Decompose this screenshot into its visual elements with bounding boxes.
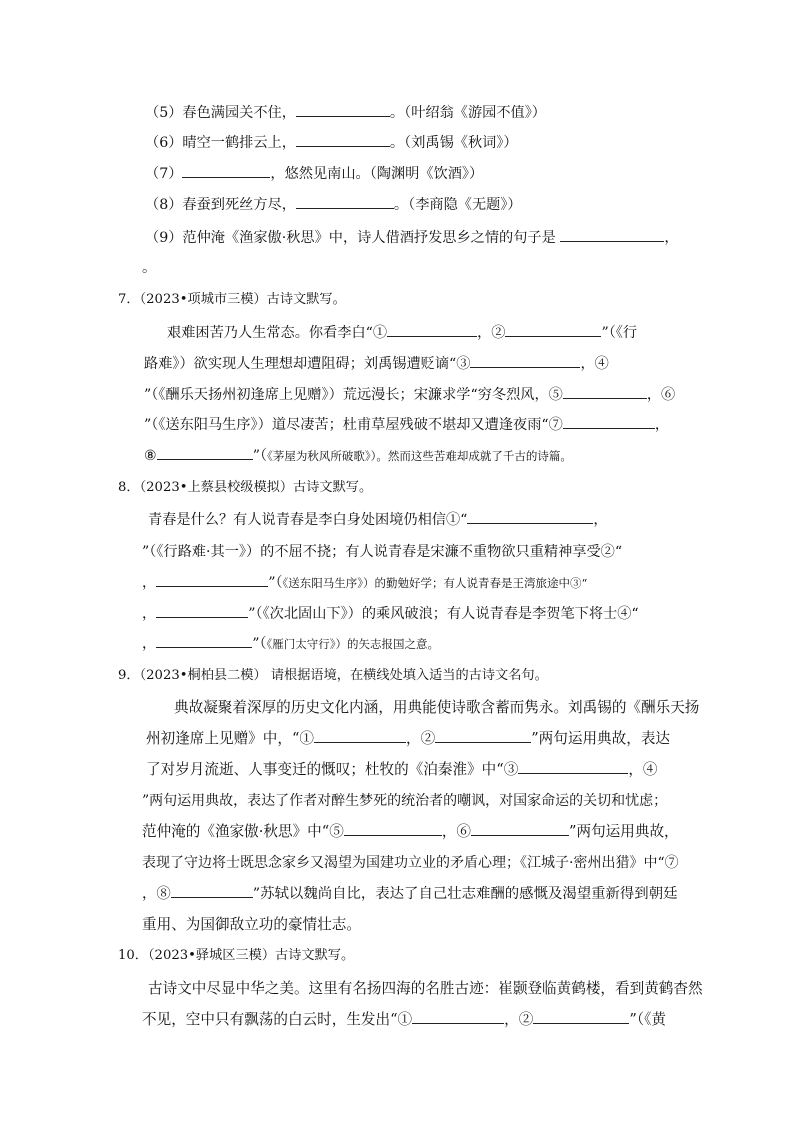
- question-8-line: ， ”（《次北固山下》）的乘风破浪；有人说青春是李贺笔下将士④“: [142, 606, 639, 622]
- question-7-line: ⑧ ”（《茅屋为秋风所破歌》）。然而这些苦难却成就了千古的诗篇。: [144, 448, 572, 464]
- answer-blank[interactable]: [156, 634, 252, 648]
- question-8-line: 青春是什么？有人说青春是李白身处困境仍相信①“ ，: [148, 512, 608, 528]
- question-9-line: ”两句运用典故，表达了作者对醉生梦死的统治者的嘲讽，对国家命运的关切和忧虑；: [142, 793, 668, 809]
- question-9-line: 表现了守边将士既思念家乡又渴望为国建功立业的矛盾心理；《江城子·密州出猎》中“⑦: [142, 855, 679, 871]
- answer-blank[interactable]: [182, 164, 270, 178]
- answer-blank[interactable]: [314, 729, 406, 743]
- question-7-heading: 7．（2023•项城市三模）古诗文默写。: [118, 292, 346, 307]
- item-9: （9）范仲淹《渔家傲·秋思》中，诗人借酒抒发思乡之情的句子是 ，: [145, 230, 679, 246]
- answer-blank[interactable]: [518, 760, 628, 774]
- question-10-line: 不见，空中只有飘荡的白云时，生发出“① ，② ”（《黄: [142, 1011, 667, 1028]
- answer-blank[interactable]: [435, 729, 531, 743]
- question-10-line: 古诗文中尽显中华之美。这里有名扬四海的名胜古迹：崔颢登临黄鹤楼，看到黄鹤杳然: [148, 980, 703, 997]
- answer-blank[interactable]: [560, 228, 664, 242]
- answer-blank[interactable]: [471, 822, 569, 836]
- answer-blank[interactable]: [533, 1010, 629, 1024]
- answer-blank[interactable]: [412, 1010, 504, 1024]
- question-7-line: ”（《酬乐天扬州初逢席上见赠》）荒远漫长；宋濂求学“穷冬烈风，⑤ ，⑥: [144, 387, 676, 403]
- question-9-line: 州初逢席上见赠》中，“① ，② ”两句运用典故，表达: [146, 730, 671, 747]
- question-7-line: ”（《送东阳马生序》）道尽凄苦；杜甫草屋残破不堪却又遭逢夜雨“⑦ ，: [144, 417, 670, 433]
- item-8: （8）春蚕到死丝方尽， 。（李商隐《无题》）: [145, 197, 522, 213]
- answer-blank[interactable]: [387, 323, 477, 337]
- question-9-line: 范仲淹的《渔家傲·秋思》中“⑤ ，⑥ ”两句运用典故，: [142, 823, 679, 840]
- answer-blank[interactable]: [296, 195, 394, 209]
- answer-blank[interactable]: [344, 822, 442, 836]
- answer-blank[interactable]: [156, 604, 248, 618]
- question-9-heading: 9．（2023•桐柏县二模） 请根据语境，在横线处填入适当的古诗文名句。: [118, 668, 548, 683]
- item-9-continuation: 。: [142, 260, 157, 276]
- question-9-line: ，⑧ ”苏轼以魏尚自比，表达了自己壮志难酬的感慨及渴望重新得到朝廷: [142, 886, 678, 902]
- question-8-line: ， ”（《雁门太守行》）的矢志报国之意。: [142, 636, 440, 652]
- question-7-line: 艰难困苦乃人生常态。你看李白“① ，② ”（《行: [167, 325, 638, 341]
- question-10-heading: 10．（2023•驿城区三模）古诗文默写。: [118, 948, 355, 963]
- item-7: （7） ，悠然见南山。（陶渊明《饮酒》）: [145, 166, 484, 182]
- answer-blank[interactable]: [563, 415, 655, 429]
- answer-blank[interactable]: [505, 323, 601, 337]
- answer-blank[interactable]: [467, 510, 593, 524]
- item-5: （5）春色满园关不住， 。（叶绍翁《游园不值》）: [145, 105, 546, 121]
- question-7-line: 路难》）欲实现人生理想却遭阻碍；刘禹锡遭贬谪“③ ，④: [144, 356, 609, 372]
- question-8-heading: 8．（2023•上蔡县校级模拟）古诗文默写。: [118, 480, 373, 495]
- question-8-line: ”（《行路难·其一》）的不屈不挠；有人说青春是宋濂不重物欲只重精神享受②“: [142, 544, 623, 560]
- answer-blank[interactable]: [563, 385, 647, 399]
- item-6: （6）晴空一鹤排云上， 。（刘禹锡《秋词》）: [145, 135, 518, 151]
- answer-blank[interactable]: [296, 133, 390, 147]
- answer-blank[interactable]: [296, 103, 390, 117]
- question-9-line: 了对岁月流逝、人事变迁的慨叹；杜牧的《泊秦淮》中“③ ，④: [146, 761, 658, 778]
- question-9-line: 典故凝聚着深厚的历史文化内涵，用典能使诗歌含蓄而隽永。刘禹锡的《酬乐天扬: [174, 699, 700, 716]
- answer-blank[interactable]: [171, 884, 253, 898]
- answer-blank[interactable]: [157, 446, 253, 460]
- question-8-line: ， ”（《送东阳马生序》）的勤勉好学；有人说青春是王湾旅途中③“: [142, 575, 588, 591]
- answer-blank[interactable]: [156, 573, 268, 587]
- answer-blank[interactable]: [470, 354, 580, 368]
- question-9-line: 重用、为国御敌立功的豪情壮志。: [142, 916, 361, 933]
